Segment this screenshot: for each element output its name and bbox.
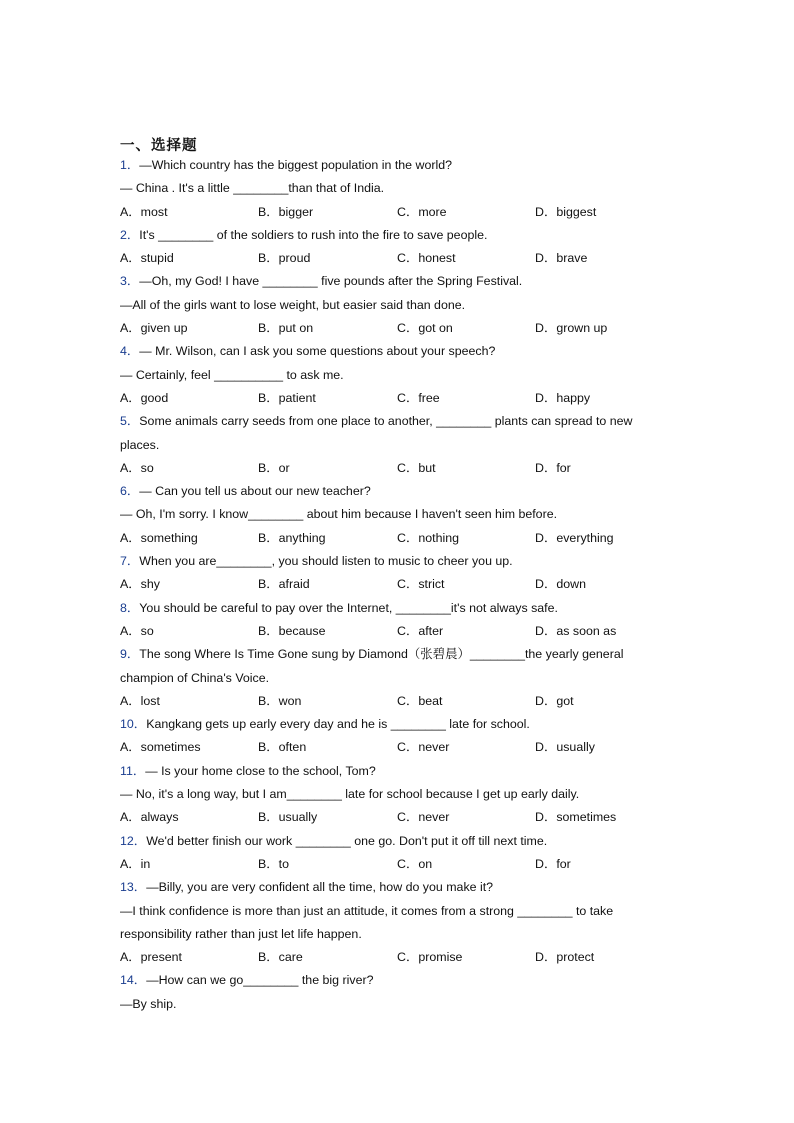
question-line-text: —Billy, you are very confident all the time, how do you make it? xyxy=(146,880,494,895)
question-line-text: — Is your home close to the school, Tom? xyxy=(145,763,376,778)
option-c[interactable]: C．on xyxy=(397,856,433,871)
option-d[interactable]: D．down xyxy=(535,577,586,592)
option-b[interactable]: B．because xyxy=(258,623,326,638)
question-list xyxy=(120,154,680,1016)
option-c[interactable]: C．never xyxy=(397,740,450,755)
option-a[interactable]: A．so xyxy=(120,460,154,475)
question-14 xyxy=(120,969,680,1016)
question-stem xyxy=(120,480,680,503)
question-stem xyxy=(120,270,680,293)
answer-options xyxy=(120,690,680,713)
question-number: 13． xyxy=(120,880,147,895)
option-a[interactable]: A．good xyxy=(120,390,169,405)
question-text-line xyxy=(120,294,680,317)
question-stem xyxy=(120,969,680,992)
question-number: 8． xyxy=(120,600,140,615)
option-b[interactable]: B．anything xyxy=(258,530,326,545)
question-line-text: — Oh, I'm sorry. I know________ about him because I haven't seen him before. xyxy=(120,507,558,522)
question-text-line xyxy=(120,177,680,200)
option-d[interactable]: D．brave xyxy=(535,251,588,266)
answer-options xyxy=(120,247,680,270)
question-13 xyxy=(120,876,680,969)
question-line-text: —I think confidence is more than just an attitude, it comes from a strong ________ to take xyxy=(120,903,614,918)
option-d[interactable]: D．for xyxy=(535,460,571,475)
question-3 xyxy=(120,270,680,340)
question-number: 3． xyxy=(120,274,140,289)
question-line-text: responsibility rather than just let life happen. xyxy=(120,926,362,941)
question-line-text: — Can you tell us about our new teacher? xyxy=(139,484,371,499)
option-c[interactable]: C．promise xyxy=(397,950,463,965)
question-text-line xyxy=(120,900,680,923)
question-line-text: —Oh, my God! I have ________ five pounds after the Spring Festival. xyxy=(139,274,523,289)
question-9 xyxy=(120,643,680,713)
question-stem xyxy=(120,830,680,853)
answer-options xyxy=(120,387,680,410)
option-a[interactable]: A．sometimes xyxy=(120,740,201,755)
question-number: 6． xyxy=(120,484,140,499)
question-text-line xyxy=(120,434,680,457)
question-1 xyxy=(120,154,680,224)
option-a[interactable]: A．in xyxy=(120,856,151,871)
answer-options xyxy=(120,201,680,224)
question-stem xyxy=(120,154,680,177)
answer-options xyxy=(120,317,680,340)
option-d[interactable]: D．got xyxy=(535,693,574,708)
question-number: 11． xyxy=(120,763,146,778)
question-line-text: You should be careful to pay over the Internet, ________it's not always safe. xyxy=(139,600,558,615)
option-b[interactable]: B．often xyxy=(258,740,307,755)
question-number: 7． xyxy=(120,554,140,569)
option-b[interactable]: B．afraid xyxy=(258,577,310,592)
option-a[interactable]: A．something xyxy=(120,530,198,545)
question-line-text: — Mr. Wilson, can I ask you some questions about your speech? xyxy=(139,344,496,359)
option-a[interactable]: A．most xyxy=(120,204,168,219)
option-b[interactable]: B．put on xyxy=(258,321,314,336)
question-line-text: Some animals carry seeds from one place to another, ________ plants can spread to new xyxy=(139,414,633,429)
option-a[interactable]: A．always xyxy=(120,810,179,825)
question-number: 5． xyxy=(120,414,140,429)
option-d[interactable]: D．happy xyxy=(535,390,591,405)
question-line-text: places. xyxy=(120,437,160,452)
question-text-line xyxy=(120,667,680,690)
question-6 xyxy=(120,480,680,550)
option-d[interactable]: D．biggest xyxy=(535,204,597,219)
answer-options xyxy=(120,736,680,759)
question-text-line xyxy=(120,364,680,387)
question-line-text: — Certainly, feel __________ to ask me. xyxy=(120,367,344,382)
option-c[interactable]: C．honest xyxy=(397,251,456,266)
option-c[interactable]: C．nothing xyxy=(397,530,459,545)
option-d[interactable]: D．everything xyxy=(535,530,614,545)
answer-options xyxy=(120,573,680,596)
option-c[interactable]: C．free xyxy=(397,390,440,405)
question-4 xyxy=(120,340,680,410)
question-stem xyxy=(120,340,680,363)
question-line-text: —Which country has the biggest population in the world? xyxy=(139,158,452,172)
answer-options xyxy=(120,527,680,550)
answer-options xyxy=(120,946,680,969)
option-c[interactable]: C．after xyxy=(397,623,444,638)
question-stem xyxy=(120,713,680,736)
option-c[interactable]: C．but xyxy=(397,460,436,475)
question-stem xyxy=(120,760,680,783)
answer-options xyxy=(120,853,680,876)
option-b[interactable]: B．to xyxy=(258,856,289,871)
question-line-text: —How can we go________ the big river? xyxy=(146,973,374,988)
option-a[interactable]: A．present xyxy=(120,950,182,965)
option-b[interactable]: B．care xyxy=(258,950,303,965)
option-b[interactable]: B．won xyxy=(258,693,302,708)
question-line-text: The song Where Is Time Gone sung by Diamond（张碧晨）________the yearly general xyxy=(139,647,624,662)
option-a[interactable]: A．lost xyxy=(120,693,160,708)
question-line-text: It's ________ of the soldiers to rush into the fire to save people. xyxy=(139,227,488,242)
option-b[interactable]: B．patient xyxy=(258,390,316,405)
question-line-text: —All of the girls want to lose weight, but easier said than done. xyxy=(120,297,466,312)
question-2 xyxy=(120,224,680,271)
answer-options xyxy=(120,620,680,643)
option-b[interactable]: B．or xyxy=(258,460,290,475)
question-stem xyxy=(120,643,680,666)
option-c[interactable]: C．never xyxy=(397,810,450,825)
question-stem xyxy=(120,550,680,573)
option-a[interactable]: A．stupid xyxy=(120,251,174,266)
option-d[interactable]: D．for xyxy=(535,856,571,871)
question-line-text: When you are________, you should listen to music to cheer you up. xyxy=(139,554,513,569)
option-b[interactable]: B．proud xyxy=(258,251,311,266)
option-b[interactable]: B．usually xyxy=(258,810,318,825)
option-c[interactable]: C．beat xyxy=(397,693,443,708)
option-a[interactable]: A．so xyxy=(120,623,154,638)
question-number: 14． xyxy=(120,973,147,988)
question-text-line xyxy=(120,923,680,946)
question-10 xyxy=(120,713,680,760)
question-12 xyxy=(120,830,680,877)
option-d[interactable]: D．protect xyxy=(535,950,595,965)
option-b[interactable]: B．bigger xyxy=(258,204,314,219)
question-line-text: — No, it's a long way, but I am________ late for school because I get up early daily. xyxy=(120,787,580,802)
option-d[interactable]: D．sometimes xyxy=(535,810,617,825)
question-text-line xyxy=(120,503,680,526)
question-7 xyxy=(120,550,680,597)
question-11 xyxy=(120,760,680,830)
option-d[interactable]: D．as soon as xyxy=(535,623,617,638)
question-line-text: We'd better finish our work ________ one go. Don't put it off till next time. xyxy=(146,833,548,848)
question-line-text: — China . It's a little ________than that of India. xyxy=(120,181,385,196)
section-title: 一、选择题 xyxy=(120,138,198,154)
question-number: 4． xyxy=(120,344,140,359)
question-line-text: —By ship. xyxy=(120,996,177,1011)
answer-options xyxy=(120,457,680,480)
question-line-text: champion of China's Voice. xyxy=(120,670,270,685)
question-number: 9． xyxy=(120,647,140,662)
question-number: 2． xyxy=(120,227,140,242)
question-number: 12． xyxy=(120,833,147,848)
answer-options xyxy=(120,806,680,829)
option-d[interactable]: D．grown up xyxy=(535,321,608,336)
question-line-text: Kangkang gets up early every day and he is ________ late for school. xyxy=(146,717,530,732)
question-8 xyxy=(120,597,680,644)
question-text-line xyxy=(120,783,680,806)
question-stem xyxy=(120,876,680,899)
question-text-line xyxy=(120,993,680,1016)
option-c[interactable]: C．got on xyxy=(397,321,453,336)
option-a[interactable]: A．shy xyxy=(120,577,160,592)
option-d[interactable]: D．usually xyxy=(535,740,595,755)
option-c[interactable]: C．more xyxy=(397,204,447,219)
question-stem xyxy=(120,224,680,247)
option-c[interactable]: C．strict xyxy=(397,577,445,592)
option-a[interactable]: A．given up xyxy=(120,321,188,336)
question-number: 10． xyxy=(120,717,147,732)
question-stem xyxy=(120,597,680,620)
question-number: 1． xyxy=(120,158,140,172)
question-stem xyxy=(120,410,680,433)
question-5 xyxy=(120,410,680,480)
